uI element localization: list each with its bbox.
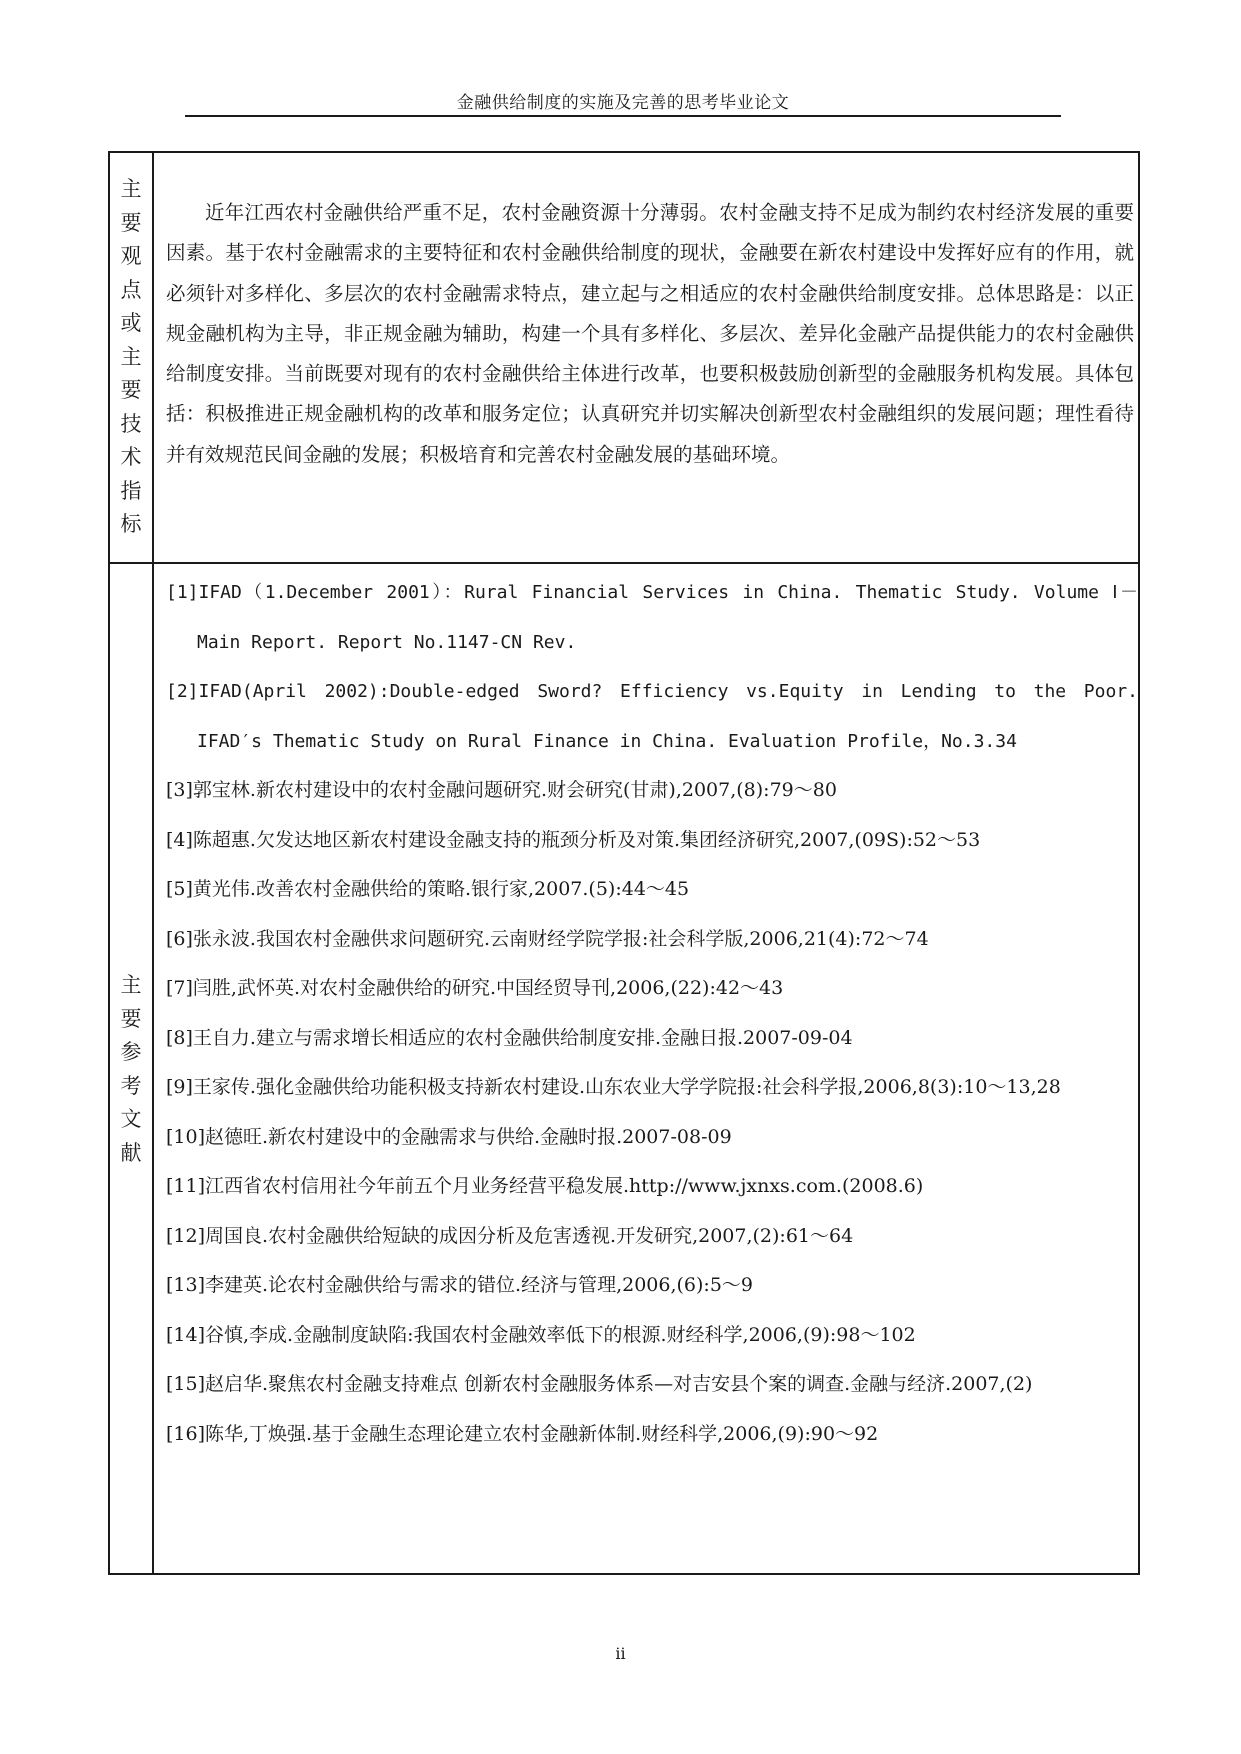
reference-item: [2]IFAD(April 2002):Double-edged Sword? Efficiency vs.Equity in Lending to the Poor. IFAD′s Thematic Study on Rural Finance in China. Evaluation Profile，No.3.34: [166, 681, 1138, 752]
reference-item: [8]王自力.建立与需求增长相适应的农村金融供给制度安排.金融日报.2007-09-04: [166, 1026, 853, 1049]
reference-item: [13]李建英.论农村金融供给与需求的错位.经济与管理,2006,(6):5～9: [166, 1274, 754, 1296]
reference-item: [12]周国良.农村金融供给短缺的成因分析及危害透视.开发研究,2007,(2):61～64: [166, 1224, 854, 1247]
reference-item: [11]江西省农村信用社今年前五个月业务经营平稳发展.http://www.jxnxs.com.(2008.6): [166, 1175, 924, 1197]
reference-item: [10]赵德旺.新农村建设中的金融需求与供给.金融时报.2007-08-09: [166, 1125, 732, 1148]
reference-list: [166, 568, 1138, 1459]
reference-item: [6]张永波.我国农村金融供求问题研究.云南财经学院学报:社会科学版,2006,21(4):72～74: [166, 927, 929, 950]
reference-item: [4]陈超惠.欠发达地区新农村建设金融支持的瓶颈分析及对策.集团经济研究,2007,(09S):52～53: [166, 828, 981, 851]
row-divider: [110, 562, 1138, 564]
form-table: [108, 151, 1140, 1575]
reference-item: [1]IFAD（1.December 2001）：Rural Financial Services in China. Thematic Study. Volume Ⅰ－Main Report. Report No.1147-CN Rev.: [166, 582, 1138, 653]
page-number: ii: [615, 1644, 626, 1663]
reference-item: [9]王家传.强化金融供给功能积极支持新农村建设.山东农业大学学院报:社会科学报,2006,8(3):10～13,28: [166, 1076, 1061, 1098]
reference-item: [15]赵启华.聚焦农村金融支持难点 创新农村金融服务体系—对吉安县个案的调查.金融与经济.2007,(2): [166, 1373, 1033, 1395]
main-points-label: 主要观点或主要技术指标: [120, 177, 142, 537]
reference-item: [3]郭宝林.新农村建设中的农村金融问题研究.财会研究(甘肃),2007,(8):79～80: [166, 779, 837, 801]
column-divider: [152, 153, 154, 1573]
reference-item: [16]陈华,丁焕强.基于金融生态理论建立农村金融新体制.财经科学,2006,(9):90～92: [166, 1422, 879, 1445]
reference-item: [7]闫胜,武怀英.对农村金融供给的研究.中国经贸导刊,2006,(22):42～43: [166, 977, 784, 999]
main-points-text: 近年江西农村金融供给严重不足，农村金融资源十分薄弱。农村金融支持不足成为制约农村经济发展的重要因素。基于农村金融需求的主要特征和农村金融供给制度的现状，金融要在新农村建设中发挥好应有的作用，就必须针对多样化、多层次的农村金融需求特点，建立起与之相适应的农村金融供给制度安排。总体思路是：以正规金融机构为主导，非正规金融为辅助，构建一个具有多样化、多层次、差异化金融产品提供能力的农村金融供给制度安排。当前既要对现有的农村金融供给主体进行改革，也要积极鼓励创新型的金融服务机构发展。具体包括：积极推进正规金融机构的改革和服务定位；认真研究并切实解决创新型农村金融组织的发展问题；理性看待并有效规范民间金融的发展；积极培育和完善农村金融发展的基础环境。: [166, 201, 1134, 466]
references-label: 主要参考文献: [120, 973, 142, 1165]
header-rule: [185, 115, 1061, 117]
reference-item: [5]黄光伟.改善农村金融供给的策略.银行家,2007.(5):44～45: [166, 878, 690, 900]
page-header-title: 金融供给制度的实施及完善的思考毕业论文: [456, 93, 790, 113]
reference-item: [14]谷慎,李成.金融制度缺陷:我国农村金融效率低下的根源.财经科学,2006,(9):98～102: [166, 1323, 916, 1346]
references-label-cell: [110, 562, 152, 1577]
main-points-label-cell: [110, 153, 152, 562]
